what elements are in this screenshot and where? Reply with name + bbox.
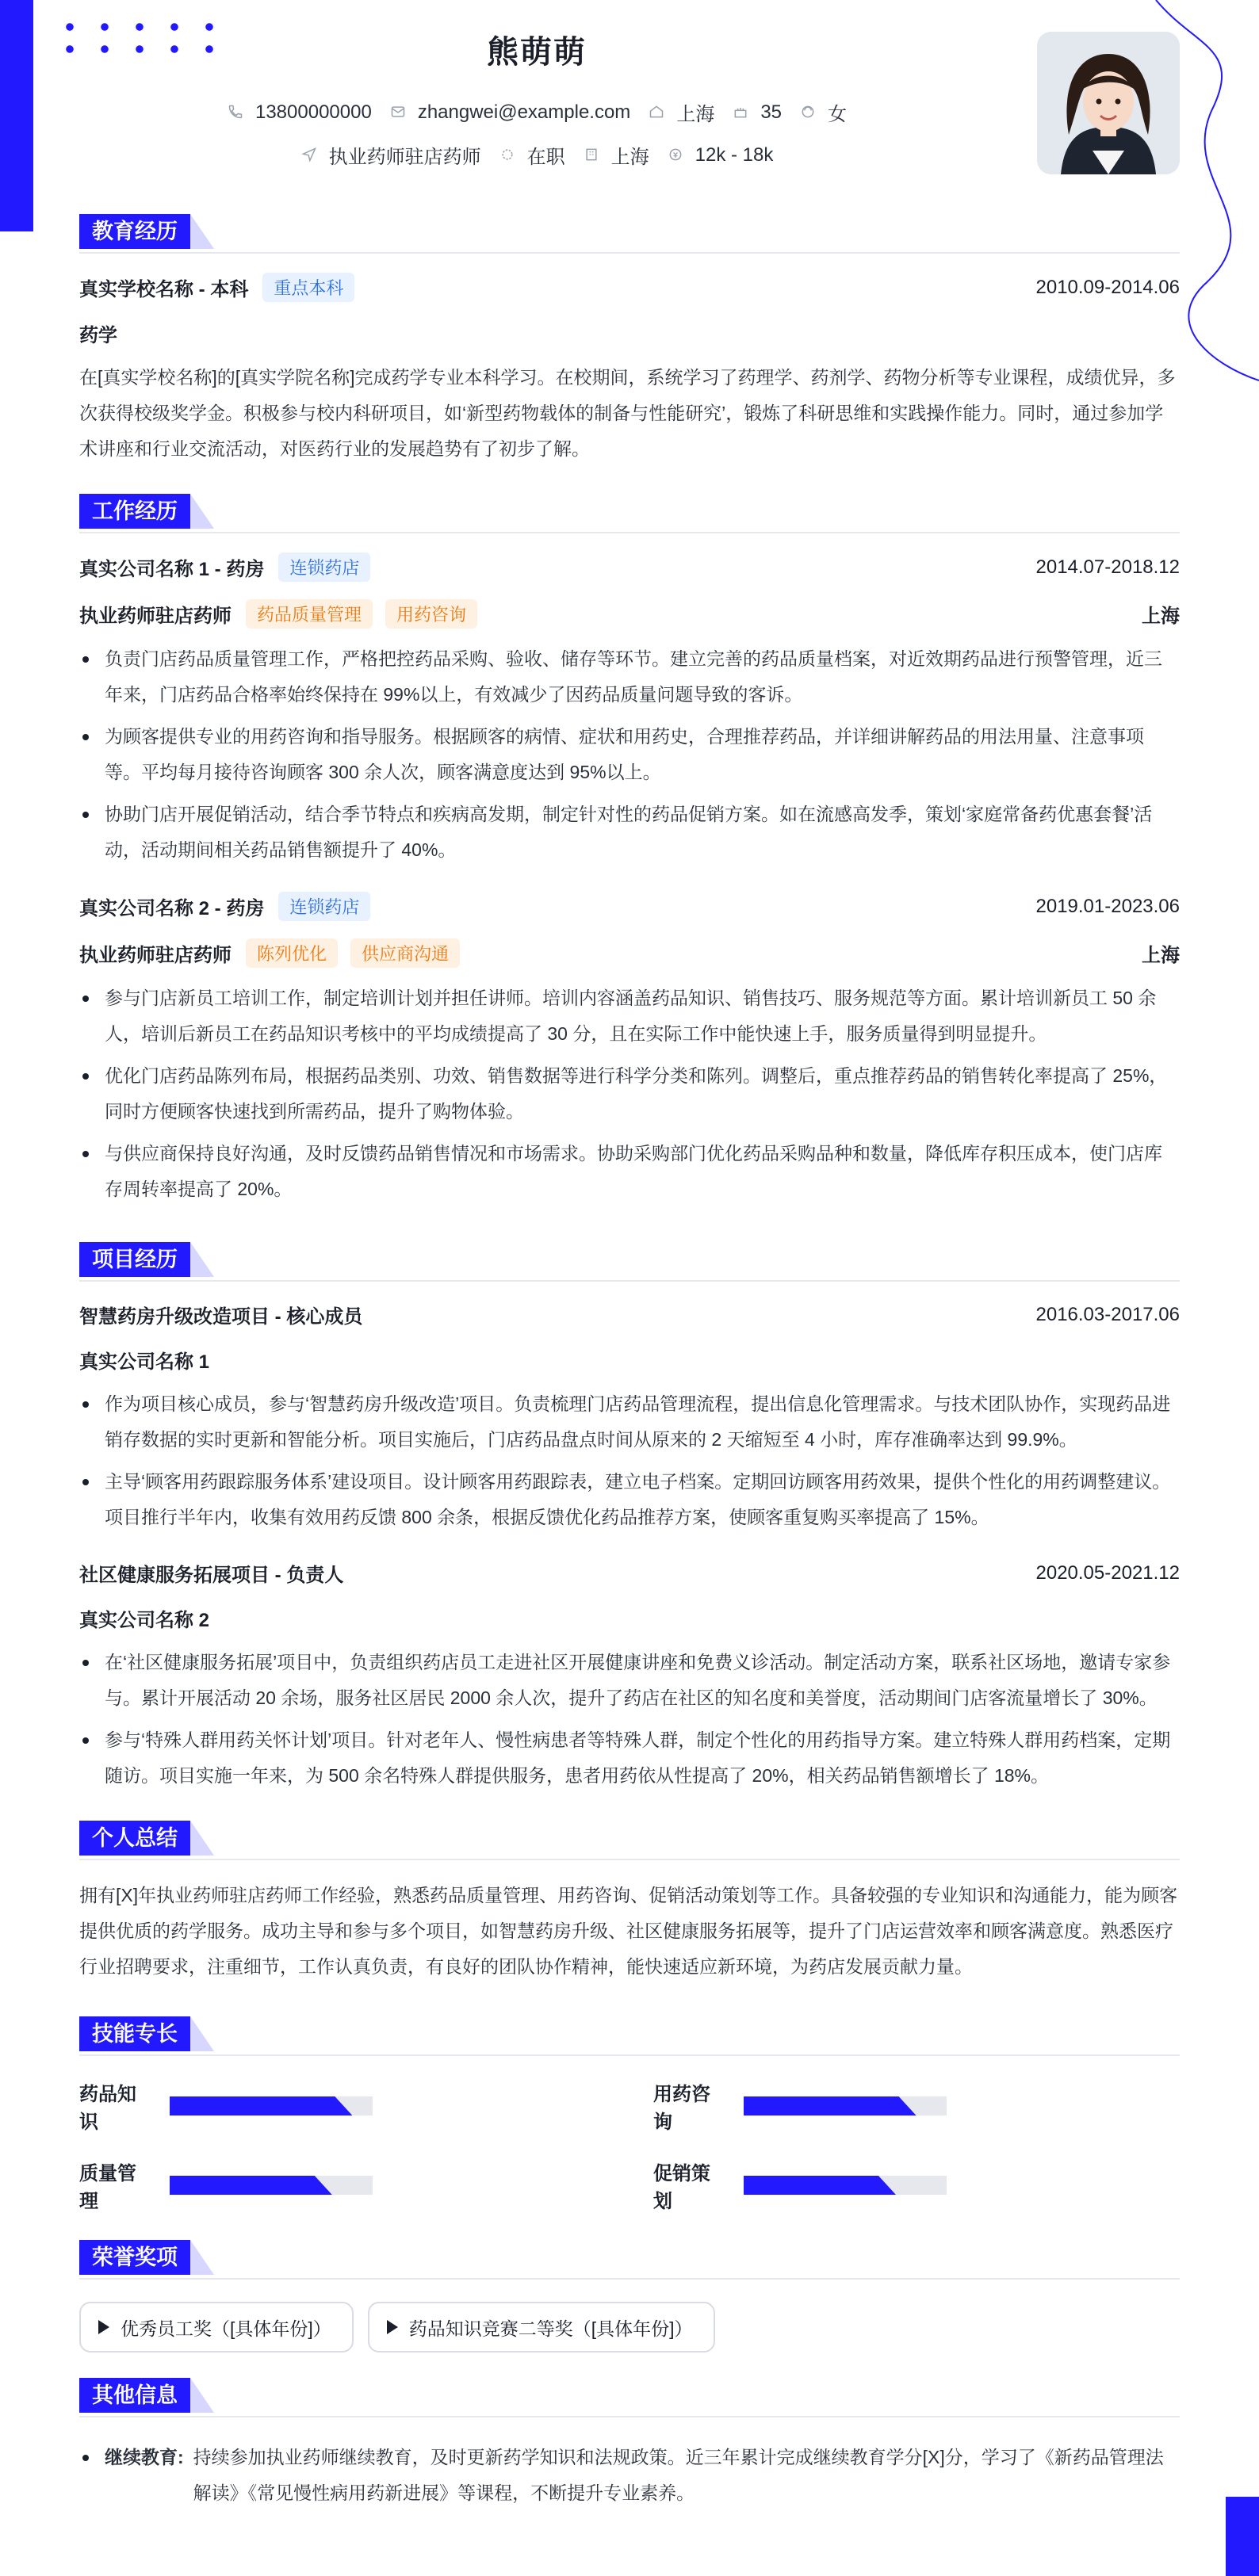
award-item: [368, 2302, 715, 2352]
skill-label: 质量管理: [79, 2163, 136, 2212]
salary-icon: [667, 147, 684, 164]
work-entry: [79, 892, 1180, 1207]
work-entry: [79, 552, 1180, 868]
list-item: 参与‘特殊人群用药关怀计划’项目。针对老年人、慢性病患者等特殊人群，制定个性化的用药指导方案。建立特殊人群用药档案，定期随访。项目实施一年来，为 500 余名特殊人群提供服务，患者用药依从性提高了 20%，相关药品销售额增长了 18%。: [79, 1722, 1180, 1794]
skill-label: 促销策划: [653, 2163, 710, 2212]
list-item: 优化门店药品陈列布局，根据药品类别、功效、销售数据等进行科学分类和陈列。调整后，重点推荐药品的销售转化率提高了 25%，同时方便顾客快速找到所需药品，提升了购物体验。: [79, 1058, 1180, 1129]
school-tag: 重点本科: [262, 273, 354, 302]
education-desc: 在[真实学校名称]的[真实学院名称]完成药学专业本科学习。在校期间，系统学习了药理学、药剂学、药物分析等专业课程，成绩优异，多次获得校级奖学金。积极参与校内科研项目，如‘新型药物载体的制备与性能研究’，锻炼了科研思维和实践操作能力。同时，通过参加学术讲座和行业交流活动，对医药行业的发展趋势有了初步了解。: [79, 367, 1176, 459]
list-item: 与供应商保持良好沟通，及时反馈药品销售情况和市场需求。协助采购部门优化药品采购品种和数量，降低库存积压成本，使门店库存周转率提高了 20%。: [79, 1136, 1180, 1207]
skill-label: 药品知识: [79, 2084, 136, 2133]
education-title: 教育经历: [79, 214, 190, 249]
skill-item: [79, 2078, 606, 2134]
work-role-line: [79, 599, 1180, 629]
project-company: 真实公司名称 1: [79, 1351, 210, 1373]
contact-email: [389, 101, 631, 124]
job-salary: [667, 144, 774, 166]
project-title: 项目经历: [79, 1242, 190, 1277]
contact-age: [732, 101, 782, 124]
summary-title: 个人总结: [79, 1821, 190, 1856]
project-date: 2020.05-2021.12: [1035, 1561, 1180, 1584]
award-text: 优秀员工奖（[具体年份]）: [121, 2318, 331, 2339]
list-item: 协助门店开展促销活动，结合季节特点和疾病高发期，制定针对性的药品促销方案。如在流感高发季，策划‘家庭常备药优惠套餐’活动，活动期间相关药品销售额提升了 40%。: [79, 797, 1180, 868]
work-bullets: [79, 980, 1180, 1207]
age-text: 35: [760, 101, 783, 123]
project-entry: [79, 1301, 1180, 1535]
work-role-tag: 供应商沟通: [350, 938, 460, 968]
job-status-text: 在职: [526, 147, 565, 168]
project-entry: [79, 1559, 1180, 1794]
work-city: 上海: [1142, 606, 1180, 627]
awards-list: [79, 2302, 1180, 2352]
building-icon: [583, 147, 600, 164]
summary-text: 拥有[X]年执业药师驻店药师工作经验，熟悉药品质量管理、用药咨询、促销活动策划等工作。具备较强的专业知识和沟通能力，能为顾客提供优质的药学服务。成功主导和参与多个项目，如智慧药房升级、社区健康服务拓展等，提升了门店运营效率和顾客满意度。熟悉医疗行业招聘要求，注重细节，工作认真负责，有良好的团队协作精神，能快速适应新环境，为药店发展贡献力量。: [79, 1885, 1178, 1977]
skill-item: [653, 2157, 1180, 2213]
list-item: 在‘社区健康服务拓展’项目中，负责组织药店员工走进社区开展健康讲座和免费义诊活动。制定活动方案，联系社区场地，邀请专家参与。累计开展活动 20 余场，服务社区居民 2000 余人次，提升了药店在社区的知名度和美誉度，活动期间门店客流量增长了 30%。: [79, 1645, 1180, 1716]
work-role: 执业药师驻店药师: [79, 945, 232, 966]
play-icon: [387, 2320, 398, 2334]
decor-bottom-right-block: [1226, 2497, 1259, 2576]
education-school-line: [79, 273, 1180, 302]
list-item: 作为项目核心成员，参与‘智慧药房升级改造’项目。负责梳理门店药品管理流程，提出信息化管理需求。与技术团队协作，实现药品进销存数据的实时更新和智能分析。项目实施后，门店药品盘点时间从原来的 2 天缩短至 4 小时，库存准确率达到 99.9%。: [79, 1386, 1180, 1458]
work-company-tag: 连锁药店: [278, 552, 370, 582]
project-date: 2016.03-2017.06: [1035, 1303, 1180, 1325]
work-company: 真实公司名称 1 - 药房: [79, 559, 265, 580]
work-company-line: [79, 892, 1180, 921]
skill-item: [653, 2078, 1180, 2134]
work-date: 2019.01-2023.06: [1035, 895, 1180, 917]
other-header: [79, 2378, 1180, 2417]
avatar: [1037, 32, 1180, 174]
work-role-tag: 陈列优化: [246, 938, 338, 968]
skill-label: 用药咨询: [653, 2084, 710, 2133]
list-item: 负责门店药品质量管理工作，严格把控药品采购、验收、储存等环节。建立完善的药品质量档案，对近效期药品进行预警管理，近三年来，门店药品合格率始终保持在 99%以上，有效减少了因药品质量问题导致的客诉。: [79, 641, 1180, 713]
contact-gender: [799, 98, 847, 126]
award-text: 药品知识竞赛二等奖（[具体年份]）: [408, 2318, 693, 2339]
project-name-line: [79, 1301, 1180, 1328]
work-company-tag: 连锁药店: [278, 892, 370, 921]
other-list: [79, 2440, 1180, 2511]
summary-header: [79, 1821, 1180, 1860]
age-icon: [732, 104, 749, 121]
skill-bar: [744, 2176, 947, 2195]
award-item: [79, 2302, 354, 2352]
contact-phone: [227, 101, 372, 124]
honors-section: [79, 2240, 1180, 2352]
email-text: zhangwei@example.com: [417, 101, 631, 123]
job-salary-text: 12k - 18k: [695, 143, 774, 166]
gender-text: 女: [828, 104, 848, 125]
education-major: 药学: [79, 325, 117, 346]
honors-title: 荣誉奖项: [79, 2240, 190, 2275]
project-company-line: [79, 1604, 1180, 1632]
project-bullets: [79, 1645, 1180, 1794]
skill-bar: [744, 2096, 947, 2115]
skills-section: [79, 2016, 1180, 2213]
skill-bar-fill: [744, 2096, 917, 2115]
honors-header: [79, 2240, 1180, 2280]
project-section: [79, 1242, 1180, 1794]
job-city: [583, 141, 649, 169]
project-name: 社区健康服务拓展项目 - 负责人: [79, 1565, 344, 1586]
city-text: 上海: [676, 104, 715, 125]
job-title: [300, 141, 481, 169]
skills-grid: [79, 2078, 1180, 2213]
work-bullets: [79, 641, 1180, 868]
work-role-tag: 用药咨询: [385, 599, 477, 629]
education-date: 2010.09-2014.06: [1035, 276, 1180, 298]
play-icon: [98, 2320, 109, 2334]
candidate-name: 熊萌萌: [487, 35, 587, 70]
skill-item: [79, 2157, 606, 2213]
phone-icon: [227, 104, 244, 121]
job-title-text: 执业药师驻店药师: [328, 147, 481, 168]
other-section: [79, 2378, 1180, 2511]
project-company: 真实公司名称 2: [79, 1610, 210, 1631]
work-role-tag: 药品质量管理: [246, 599, 373, 629]
education-major-line: [79, 319, 1180, 347]
project-bullets: [79, 1386, 1180, 1535]
work-role: 执业药师驻店药师: [79, 606, 232, 627]
skill-bar-fill: [170, 2176, 332, 2195]
other-title: 其他信息: [79, 2378, 190, 2413]
resume-header: [0, 0, 1259, 206]
work-company: 真实公司名称 2 - 药房: [79, 898, 265, 919]
job-row: [0, 141, 1073, 169]
list-item: 参与门店新员工培训工作，制定培训计划并担任讲师。培训内容涵盖药品知识、销售技巧、服务规范等方面。累计培训新员工 50 余人，培训后新员工在药品知识考核中的平均成绩提高了 30 分，且在实际工作中能快速上手，服务质量得到明显提升。: [79, 980, 1180, 1052]
resume-body: [79, 214, 1180, 2517]
list-item: [79, 2440, 1180, 2511]
work-role-line: [79, 938, 1180, 968]
gender-icon: [799, 104, 817, 121]
work-date: 2014.07-2018.12: [1035, 556, 1180, 578]
work-section: [79, 494, 1180, 1207]
school-name: 真实学校名称 - 本科: [79, 279, 249, 300]
other-key: 继续教育:: [105, 2447, 184, 2467]
project-header: [79, 1242, 1180, 1282]
work-company-line: [79, 552, 1180, 582]
work-title: 工作经历: [79, 494, 190, 529]
skills-title: 技能专长: [79, 2016, 190, 2051]
work-header: [79, 494, 1180, 533]
project-company-line: [79, 1346, 1180, 1374]
send-icon: [300, 147, 318, 164]
home-icon: [648, 104, 665, 121]
contact-row: [0, 98, 1073, 126]
work-city: 上海: [1142, 945, 1180, 966]
status-icon: [499, 147, 516, 164]
job-status: [499, 141, 565, 169]
other-value: 持续参加执业药师继续教育，及时更新药学知识和法规政策。近三年累计完成继续教育学分[X]分，学习了《新药品管理法解读》《常见慢性病用药新进展》等课程，不断提升专业素养。: [193, 2447, 1164, 2503]
skills-header: [79, 2016, 1180, 2056]
mail-icon: [389, 104, 407, 121]
phone-text: 13800000000: [254, 101, 372, 123]
contact-city: [648, 98, 714, 126]
list-item: 为顾客提供专业的用药咨询和指导服务。根据顾客的病情、症状和用药史，合理推荐药品，并详细讲解药品的用法用量、注意事项等。平均每月接待咨询顾客 300 余人次，顾客满意度达到 95%以上。: [79, 719, 1180, 790]
skill-bar: [170, 2176, 373, 2195]
project-name: 智慧药房升级改造项目 - 核心成员: [79, 1306, 363, 1328]
summary-section: [79, 1821, 1180, 1985]
list-item: 主导‘顾客用药跟踪服务体系’建设项目。设计顾客用药跟踪表，建立电子档案。定期回访顾客用药效果，提供个性化的用药调整建议。项目推行半年内，收集有效用药反馈 800 余条，根据反馈优化药品推荐方案，使顾客重复购买率提高了 15%。: [79, 1464, 1180, 1535]
education-section: [79, 214, 1180, 467]
job-city-text: 上海: [610, 147, 649, 168]
skill-bar: [170, 2096, 373, 2115]
education-header: [79, 214, 1180, 254]
skill-bar-fill: [744, 2176, 896, 2195]
skill-bar-fill: [170, 2096, 352, 2115]
project-name-line: [79, 1559, 1180, 1587]
